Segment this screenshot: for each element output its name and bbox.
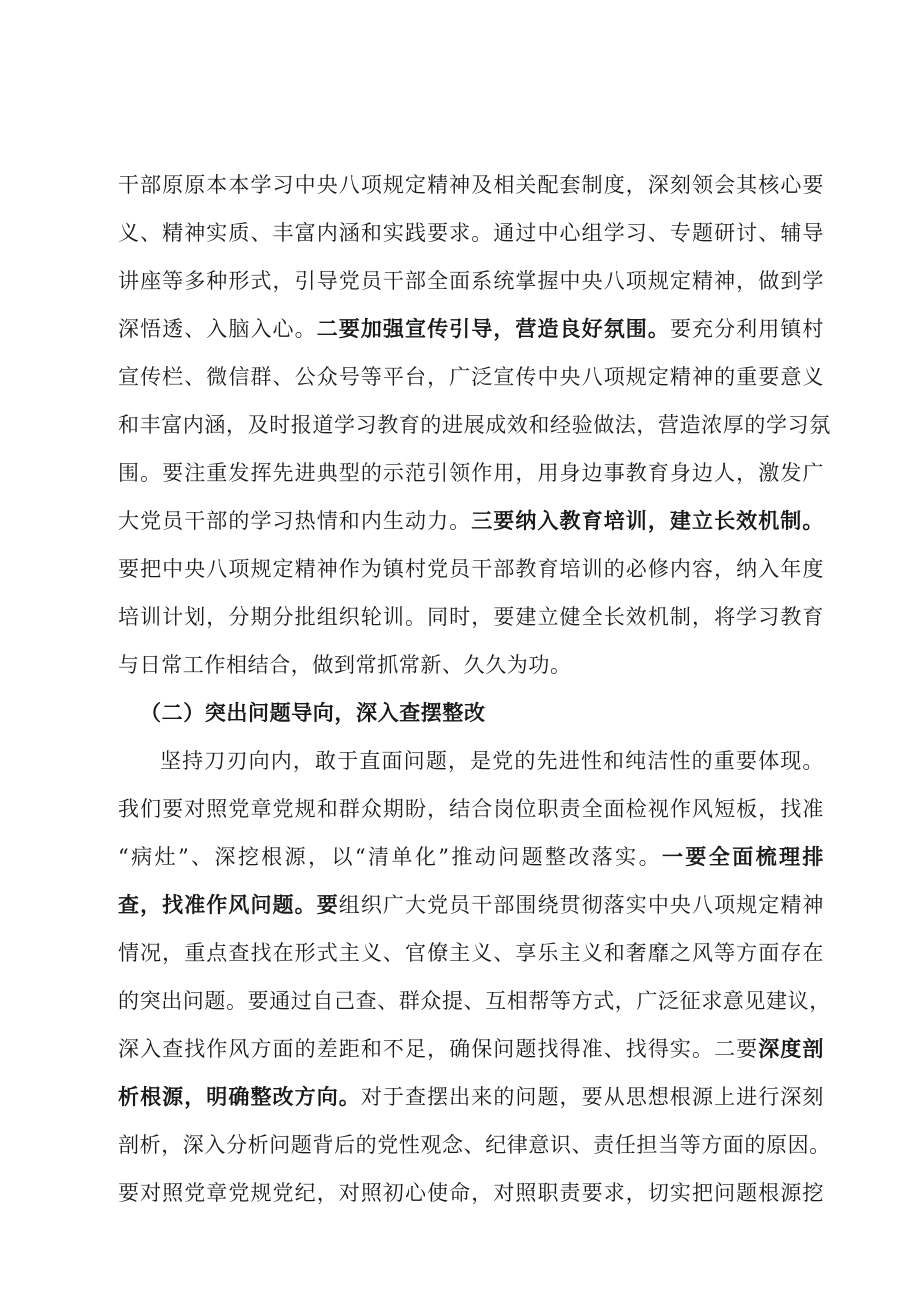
text-span: 剖析，深入分析问题背后的党性观念、纪律意识、责任担当等方面的原因。 xyxy=(118,1133,831,1157)
text-span: 深悟透、入脑入心。 xyxy=(118,317,317,341)
text-line xyxy=(118,453,824,493)
text-line xyxy=(118,1077,824,1117)
text-span: 对于查摆出来的问题，要从思想根源上进行深刻 xyxy=(360,1085,824,1109)
bold-text: 三要纳入教育培训，建立长效机制。 xyxy=(471,508,824,533)
text-line xyxy=(118,597,824,637)
text-span: 培训计划，分期分批组织轮训。同时，要建立健全长效机制，将学习教育 xyxy=(118,605,824,629)
text-line xyxy=(118,405,831,445)
text-line xyxy=(118,837,824,877)
bold-text: 二要加强宣传引导，营造良好氛围。 xyxy=(316,316,670,341)
text-span: 情况，重点查找在形式主义、官僚主义、享乐主义和奢靡之风等方面存在 xyxy=(118,941,824,965)
text-line xyxy=(118,549,824,589)
text-line xyxy=(118,1029,824,1069)
text-line xyxy=(118,933,824,973)
heading-text: （二）突出问题导向，深入查摆整改 xyxy=(140,700,486,725)
text-span: 坚持刀刃向内，敢于直面问题，是党的先进性和纯洁性的重要体现。 xyxy=(160,749,824,773)
text-span: 干部原原本本学习中央八项规定精神及相关配套制度，深刻领会其核心要 xyxy=(118,173,824,197)
text-line xyxy=(118,1173,824,1213)
text-line xyxy=(118,645,824,685)
text-line xyxy=(118,501,824,541)
text-line xyxy=(160,741,824,781)
text-span: 和丰富内涵，及时报道学习教育的进展成效和经验做法，营造浓厚的学习氛 xyxy=(118,413,831,437)
text-span: 义、精神实质、丰富内涵和实践要求。通过中心组学习、专题研讨、辅导 xyxy=(118,221,824,245)
bold-text: 一要全面梳理排 xyxy=(661,844,824,869)
text-span: 的突出问题。要通过自己查、群众提、互相帮等方式，广泛征求意见建议， xyxy=(118,989,831,1013)
text-line xyxy=(118,981,831,1021)
text-line xyxy=(118,885,824,925)
text-span: 要把中央八项规定精神作为镇村党员干部教育培训的必修内容，纳入年度 xyxy=(118,557,824,581)
text-span: 与日常工作相结合，做到常抓常新、久久为功。 xyxy=(118,653,572,677)
text-span: 我们要对照党章党规和群众期盼，结合岗位职责全面检视作风短板，找准 xyxy=(118,797,824,821)
text-span: “病灶”、深挖根源，以“清单化”推动问题整改落实。 xyxy=(118,845,662,869)
text-line xyxy=(118,789,824,829)
text-line xyxy=(118,165,824,205)
bold-text: 深度剖 xyxy=(758,1036,824,1061)
text-span: 宣传栏、微信群、公众号等平台，广泛宣传中央八项规定精神的重要意义 xyxy=(118,365,824,389)
text-line xyxy=(118,309,824,349)
text-span: 围。要注重发挥先进典型的示范引领作用，用身边事教育身边人，激发广 xyxy=(118,461,824,485)
section-heading xyxy=(140,693,540,733)
text-span: 要充分利用镇村 xyxy=(669,317,824,341)
text-line xyxy=(118,357,824,397)
text-line xyxy=(118,1125,831,1165)
text-span: 要对照党章党规党纪，对照初心使命，对照职责要求，切实把问题根源挖 xyxy=(118,1181,824,1205)
text-span: 深入查找作风方面的差距和不足，确保问题找得准、找得实。二要 xyxy=(118,1037,759,1061)
text-line xyxy=(118,213,824,253)
bold-text: 查，找准作风问题。 xyxy=(118,892,317,917)
text-span: 大党员干部的学习热情和内生动力。 xyxy=(118,509,472,533)
text-span: 组织广大党员干部围绕贯彻落实中央八项规定精神 xyxy=(338,893,824,917)
bold-text: 要 xyxy=(316,892,339,917)
text-span: 讲座等多种形式，引导党员干部全面系统掌握中央八项规定精神，做到学 xyxy=(118,269,824,293)
text-line xyxy=(118,261,824,301)
bold-text: 析根源，明确整改方向。 xyxy=(118,1084,361,1109)
